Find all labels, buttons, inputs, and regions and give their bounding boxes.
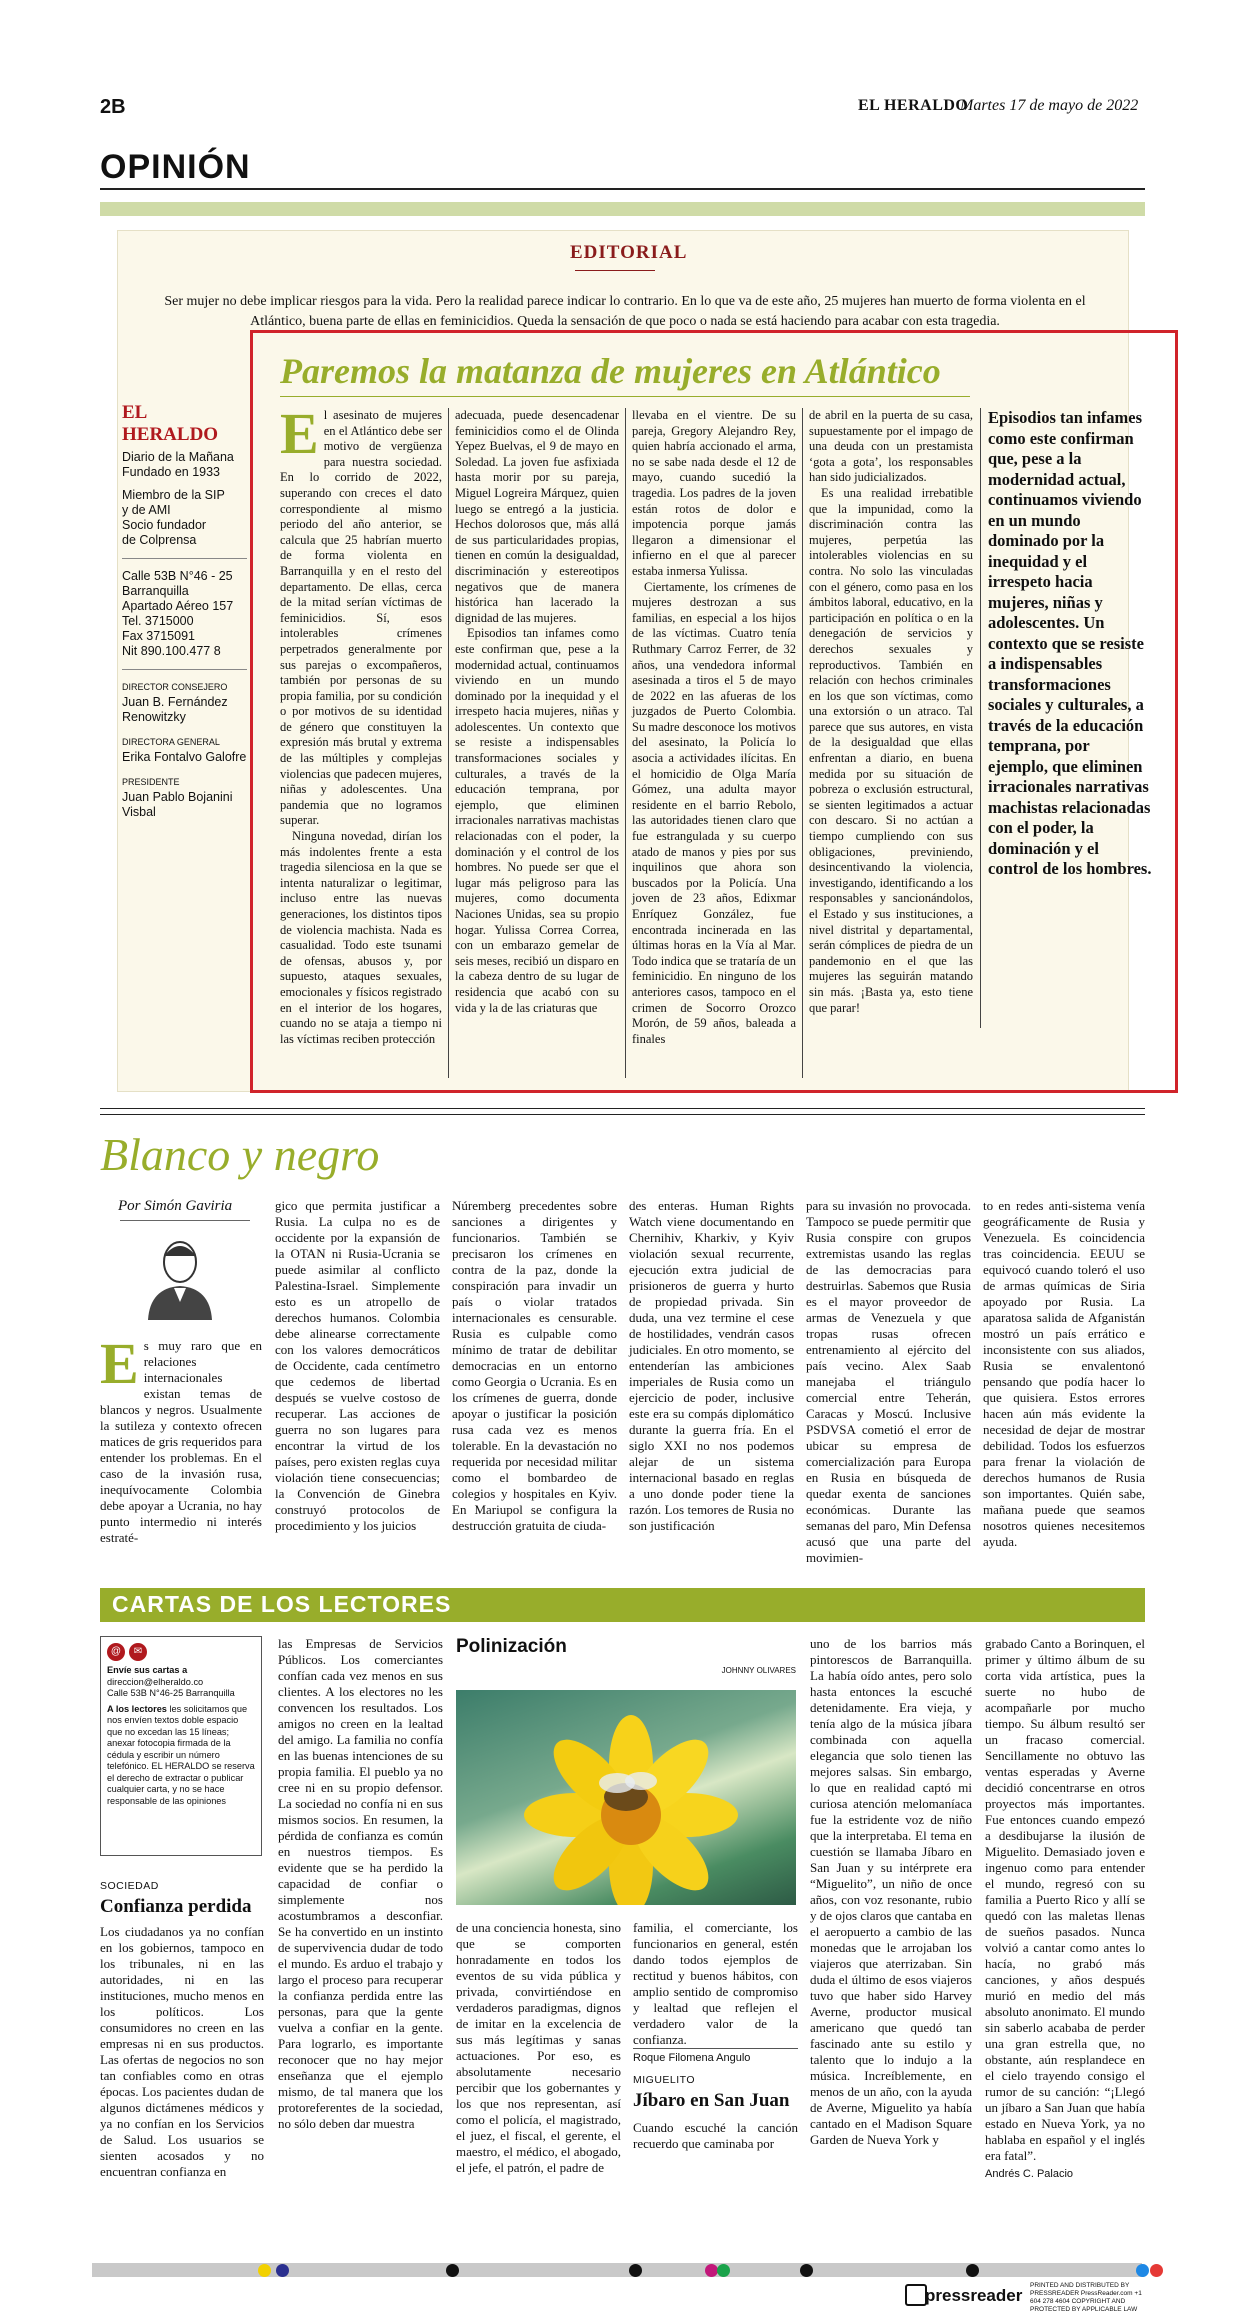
paragraph: adecuada, puede desencadenar feminicidios como el de Olinda Yepez Buelvas, el 9 de mayo en Soledad. La joven fue asfixiada hasta morir por su pareja, Miguel Logreira Márquez, quien luego se entregó a la justicia. Hechos dolorosos que, más allá de sus particularidades propias, tienen en común la desigualdad, discriminación y estereotipos negativos que de manera histórica han lacerado la dignidad de las mujeres. (455, 408, 619, 625)
letter-kicker: MIGUELITO (633, 2074, 696, 2086)
masthead (122, 402, 247, 820)
paragraph: familia, el comerciante, los funcionarios en general, estén dando todos ejemplos de rectitud y buenos hábitos, con amplio sentido de compromiso y lealtad que reflejen el verdadero valor de la confianza. (633, 1920, 798, 2047)
column-text-3: Núremberg precedentes sobre sanciones a dirigentes y funcionarios. También se precisaron los crímenes en contra de la paz, donde la conspiración para invadir un país o violar tratados internacionales es censurable. Rusia es culpable como mínimo de tratar de debilitar democracias en un entorno como Georgia o Ucrania. Es en los crímenes de guerra, donde apoyar o justificar la posición rusa cada vez es menos tolerable. En la devastación no requerida por necesidad militar como el bombardeo de colegios y hospitales en Kyiv. En Mariupol se configura la destrucción gratuita de ciuda- (452, 1198, 617, 1533)
column-text-6: to en redes anti-sistema venía geográficamente de Rusia y Venezuela. Es coincidencia tras coincidencia. EEUU se equivocó cuando toleró el uso de armas químicas de Siria apoyado por Rusia. La aparatosa salida de Afganistán mostró un país errático e inconsistente con sus aliados, Rusia se envalentonó pensando que podía hacer lo que quisiera. Estos errores hacen aún más evidente la necesidad de dejar de mostrar debilidad. Todos los esfuerzos para frenar la violación de derechos humanos de Rusia son importantes. Quién sabe, mañana puede que seamos nosotros quienes necesitemos ayuda. (983, 1198, 1145, 1549)
letter1-column-2: las Empresas de Servicios Públicos. Los comerciantes confían cada vez menos en sus clientes. A los electores no les convencen los resultados. Los amigos no creen en la lealtad del amigo. La familia no confía en las buenas intenciones de su propia familia. El pueblo ya no cree ni en su propio defensor. La sociedad no confía ni en sus mismos socios. En resumen, la pérdida de confianza es común en nuestros tiempos. Es evidente que se ha perdido la capacidad de confiar o simplemente nos acostumbramos a desconfiar. Se ha convertido en un instinto de supervivencia dudar de todo el mundo. Es arduo el trabajo y largo el proceso para recuperar la confianza perdida entre las personas, para que la gente vuelva a confiar en la gente. Para lograrlo, es importante reconocer que no hay mejor enseñanza que el ejemplo mismo, de tal manera que los protoreferentes de la sociedad, no sólo deben dar muestra (278, 1636, 443, 2131)
photo-title: Polinización (456, 1636, 567, 1657)
masthead-separator (122, 669, 247, 670)
letter1-signature: Roque Filomena Angulo (633, 2052, 751, 2064)
registration-dot (1150, 2264, 1163, 2277)
registration-dot (966, 2264, 979, 2277)
paragraph: Ninguna novedad, dirían los más indolentes frente a esta tragedia silenciosa en la que se intenta naturalizar o legitimar, incluso entre las nuevas generaciones, los distintos tipos de violencia machista. Nada es casualidad. Todo este tsunami de ofensas, abusos y, por supuesto, ataques sexuales, emocionales y físicos registrado en el interior de los hogares, cuando no se ataja a tiempo ni las víctimas reciben protección (280, 829, 442, 1046)
paragraph: de abril en la puerta de su casa, supuestamente por el impago de una deuda con un prestamista ‘gota a gota’, los responsables han sido judicializados. (809, 408, 973, 485)
masthead-line: Diario de la Mañana (122, 450, 234, 464)
address-line: Tel. 3715000 (122, 614, 194, 628)
highlight-frame (250, 330, 1178, 1093)
masthead-line: Miembro de la SIP (122, 488, 225, 502)
masthead-brand: EL HERALDO (122, 402, 219, 445)
masthead-separator (122, 558, 247, 559)
header-rule (100, 188, 1145, 190)
registration-dot (1136, 2264, 1149, 2277)
registration-dot (446, 2264, 459, 2277)
address-line: Barranquilla (122, 584, 189, 598)
address-line: Calle 53B N°46 - 25 (122, 569, 233, 583)
section-title: OPINIÓN (100, 148, 251, 186)
registration-bar (92, 2263, 1142, 2277)
column-text-1 (100, 1331, 262, 1546)
editorial-pullquote: Episodios tan infames como este confirman que, pese a la modernidad actual, continuamos viviendo en un mundo dominado por la inequidad y el irrespeto hacia mujeres, niñas y adolescentes. Un contexto que se resiste a indispensables transformaciones sociales y culturales, a través de la educación temprana, por ejemplo, que eliminen irracionales narrativas machistas relacionadas con el poder, la dominación y el control de los hombres. (988, 408, 1152, 878)
registration-dot (800, 2264, 813, 2277)
letters-section-title: CARTAS DE LOS LECTORES (112, 1591, 452, 1617)
photo-credit: JOHNNY OLIVARES (721, 1666, 796, 1675)
letter1-column-4 (633, 1920, 798, 2064)
bee-flower-icon (456, 1690, 796, 1905)
at-icon: @ (107, 1643, 125, 1661)
letter1-column-3: de una conciencia honesta, sino que se comporten honradamente en todos los eventos de su vida pública y privada, convirtiéndose en verdaderos paradigmas, dignos de imitar en la excelencia de sus más legítimas y sanas actuaciones. Por eso, es absolutamente necesario percibir que los gobernantes y los que nos representan, así como el policía, el magistrado, el juez, el fiscal, el gerente, el maestro, el médico, el abogado, el jefe, el patrón, el padre de (456, 1920, 621, 2175)
paragraph: grabado Canto a Borinquen, el primer y último álbum de su corta vida artística, pues la suerte no hubo de acompañarle por mucho tiempo. Su álbum resultó ser un fracaso comercial. Sencillamente no obtuvo las ventas esperadas y Averne decidió concentrarse en otros proyectos más importantes. Fue entonces cuando empezó a desdibujarse la ilusión de Miguelito. Demasiado joven e ingenuo como para entender el mundo, regresó con su familia a Puerto Rico y allí se quedó con las maletas llenas de sueños pasados. Nunca volvió a cantar como antes lo hacía, no grabó más canciones, y años después murió en medio del más absoluto anonimato. El mundo sin saberlo acababa de perder una gran estrella que, no obstante, aún resplandece en el cielo trayendo consigo el rumor de su canción: “¡Llegó un jíbaro a San Juan que había estado en Nueva York, ya no hablaba en español y el inglés era fatal”. (985, 1636, 1145, 2163)
letters-box-title: Envíe sus cartas a (107, 1665, 188, 1675)
editorial-subtitle: Ser mujer no debe implicar riesgos para la vida. Pero la realidad parece indicar lo contrario. En lo que va de este año, 25 mujeres han muerto de forma violenta en el Atlántico, buena parte de ellas en feminicidios. Queda la sensación de que poco o nada se está haciendo para acabar con esta tragedia. (164, 294, 1086, 329)
letter2-signature: Andrés C. Palacio (985, 2168, 1074, 2180)
paragraph: llevaba en el vientre. De su pareja, Gregory Alejandro Rey, quien habría accionado el arma, no se sabe nada desde el 12 de mayo, cuando sucedió la tragedia. Los padres de la joven están rotos de dolor e impotencia porque jamás llegaron a dimensionar el infierno en el que al parecer estaba inmersa Yulissa. (632, 408, 796, 578)
masthead-line: Fundado en 1933 (122, 465, 221, 479)
letters-note-lead: A los lectores (107, 1703, 167, 1714)
address-line: Nit 890.100.477 8 (122, 644, 221, 658)
letter-divider (633, 2048, 798, 2049)
byline-rule (120, 1220, 250, 1221)
registration-dot (276, 2264, 289, 2277)
presidente-label: PRESIDENTE (122, 777, 180, 787)
column-text-4: des enteras. Human Rights Watch viene documentando en Chernihiv, Kharkiv, y Kyiv violación sexual recurrente, ejecución extra judicial de prisioneros de guerra y hurto de propiedad privada. Sin duda, una vez termine el cese de hostilidades, vendrán casos judiciales. En otro momento, se entenderían las ambiciones imperiales de Rusia como un ejercicio de poder, inclusive este era su compás diplomático durante la guerra fría. En el siglo XXI no nos podemos alejar de un sistema internacional basado en reglas a uno donde poder tiene la razón. Los temores de Rusia no son justificación (629, 1198, 794, 1533)
letter2-column-3 (985, 1636, 1145, 2180)
letter-title: Confianza perdida (100, 1896, 252, 1917)
paragraph: Episodios tan infames como este confirman que, pese a la modernidad actual, continuamos viviendo en un mundo dominado por la inequidad y el irrespeto hacia mujeres, niñas y adolescentes. Un contexto que se resiste a indispensables transformaciones sociales y culturales, a través de la educación temprana, por ejemplo, que eliminen irracionales narrativas machistas relacionadas con el poder, la dominación y el control de los hombres. No puede ser que el lugar más peligroso para las mujeres, como documenta Naciones Unidas, sea su propio hogar. Yulissa Correa Correa, con un embarazo gemelar de seis meses, recibió un disparo en la cabeza dentro de su lugar de residencia que acabó con su vida y la de las criaturas que (455, 626, 619, 1015)
paragraph: Es una realidad irrebatible que la impunidad, como la discriminación contra las mujeres, perpetúa las intolerables violencias en su contra. No solo las vinculadas con el género, como pasa en los ámbitos laboral, educativo, en la participación en política o en la denegación de servicios y derechos sexuales y reproductivos. También en relación con hechos criminales en los que son víctimas, como una extorsión o un atraco. Tal parece que sus autores, en vista de la desigualdad que ellas enfrentan a diario, en buena medida por su situación de pobreza o exclusión estructural, se sienten legitimados a actuar con descaro. Si no actúan a tiempo cumpliendo con sus obligaciones, previniendo, desincentivando la violencia, investigando, identificando a los responsables y sancionándolos, el Estado y sus instituciones, a nivel distrital y departamental, serán cómplices de piedra de un pandemonio en el que las mujeres las seguirán matando sin más. ¡Basta ya, esto tiene que parar! (809, 485, 973, 1015)
pressreader-logo: pressreader (925, 2286, 1023, 2305)
column-byline: Por Simón Gaviria (118, 1198, 233, 1214)
mail-icon: ✉ (129, 1643, 147, 1661)
letters-note: les solicitamos que nos envíen textos doble espacio que no excedan las 15 líneas; anexar fotocopia firmada de la cédula y escribir un número telefónico. EL HERALDO se reserva el derecho de extractar o publicar cualquier carta, y no se hace responsable de las opiniones (107, 1703, 255, 1806)
letters-email: direccion@elheraldo.co (107, 1676, 204, 1687)
bee-flower-photo (456, 1690, 796, 1905)
column-text-2: gico que permita justificar a Rusia. La culpa no es de occidente por la expansión de la OTAN ni Rusia-Ucrania se puede asimilar al conflicto Palestina-Israel. Simplemente esto es un atropello de derechos humanos. Colombia debe alinearse correctamente con los valores democráticos de Occidente, cada centímetro que cedemos de libertad después se vuelve costoso de recuperar. Las acciones de guerra no son lugares para encontrar la virtud de los países, pero existen reglas cuya violación tiene consecuencias; la Convención de Ginebra construyó protocolos de procedimiento y los juicios (275, 1198, 440, 1533)
editorial-label-rule (575, 270, 655, 271)
address-line: Apartado Aéreo 157 (122, 599, 234, 613)
paragraph: s muy raro que en relaciones internacionales existan temas de blancos y negros. Usualmente la sutileza y contexto ofrecen matices de gris requeridos para entender los problemas. En el caso de la invasión rusa, inequívocamente Colombia debe apoyar a Ucrania, no hay punto intermedio ni interés estraté- (100, 1338, 262, 1545)
registration-dot (717, 2264, 730, 2277)
directora-name: Erika Fontalvo Galofre (122, 750, 247, 764)
paper-name: EL HERALDO (858, 97, 969, 114)
issue-date: Martes 17 de mayo de 2022 (960, 97, 1139, 114)
letter2-column-1: Cuando escuché la canción recuerdo que caminaba por (633, 2120, 798, 2151)
editorial-headline: Paremos la matanza de mujeres en Atlántico (280, 351, 941, 391)
letters-address: Calle 53B N°46-25 Barranquilla (107, 1688, 235, 1698)
director-label: DIRECTOR CONSEJERO (122, 682, 228, 692)
paragraph: l asesinato de mujeres en el Atlántico debe ser motivo de vergüenza para nuestra sociedad. En lo corrido de 2022, superando con creces el dato correspondiente al mismo periodo del año anterior, se calcula que 25 habrían muerto de forma violenta en Barranquilla y en el resto del departamento. De ellas, cerca de la mitad serían víctimas de feminicidios. Sí, esos intolerables crímenes perpetrados generalmente por sus parejas o excompañeros, también por personas de su propia familia, por su condición o por motivos de su identidad de género que constituyen la expresión más brutal y extrema de las múltiples y complejas violencias que padecen mujeres, niñas y adolescentes. Una pandemia que no logramos superar. (280, 408, 442, 828)
letter1-column-1: Los ciudadanos ya no confían en los gobiernos, tampoco en los tribunales, ni en las autoridades, ni en las instituciones, mucho menos en los políticos. Los consumidores no creen en las empresas ni en sus productos. Las ofertas de negocios no son tan confiables como en otras épocas. Los pacientes dudan de algunos dictámenes médicos y ya no confían en los Servicios de Salud. Los usuarios se sienten acosados y no encuentran confianza en (100, 1924, 264, 2179)
section-rule (100, 1108, 1145, 1109)
letter-title: Jíbaro en San Juan (633, 2090, 790, 2111)
page-number: 2B (100, 96, 126, 118)
paragraph: Ciertamente, los crímenes de mujeres destrozan a sus familias, en especial a los hijos de las víctimas. Cuatro tenía Ruthmary Carroz Ferrer, de 32 años, una vendedora informal asesinada a tiros el 5 de mayo de 2022 en las afueras de los juzgados de Puerto Colombia. Su madre desconoce los motivos del asesinato, la Policía lo asocia a actividades ilícitas. En el homicidio de Olga María Gómez, una adulta mayor residente en el barrio Rebolo, las autoridades tienen claro que fue estrangulada y su cuerpo atado de manos y pies por sus inquilinos que ahora son buscados por la Policía. Una joven de 23 años, Edixmar Enríquez González, fue encontrada incinerada en las últimas horas en la Vía al Mar. Todo indica que se trataría de un feminicidio. En ninguno de los anteriores casos, tampoco en el crimen de Socorro Orozco Morón, de 59 años, baleada a finales (632, 579, 796, 1046)
address-line: Fax 3715091 (122, 629, 195, 643)
pressreader-notice: PRINTED AND DISTRIBUTED BY PRESSREADER PressReader.com +1 604 278 4604 COPYRIGHT AND PROTECTED BY APPLICABLE LAW (1030, 2282, 1142, 2313)
masthead-line: Socio fundador (122, 518, 207, 532)
header-green-bar (100, 202, 1145, 216)
editorial-dropcap: E (280, 401, 319, 466)
author-portrait-icon (140, 1230, 220, 1320)
column-text-5: para su invasión no provocada. Tampoco se puede permitir que Rusia conspire con grupos extremistas usando las reglas de las democracias para destruirlas. Sabemos que Rusia es el mayor proveedor de armas de Venezuela y que tropas rusas ofrecen entrenamiento al ejército del país vecino. Alex Saab manejaba el triángulo comercial entre Teherán, Caracas y Moscú. Inclusive PSDVSA cometió el error de ubicar su empresa de comercialización para Europa en Rusia en búsqueda de quedar exenta de sanciones económicas. Durante las semanas del paro, Min Defensa acusó que una parte del movimien- (806, 1198, 971, 1565)
letter2-column-2: uno de los barrios más pintorescos de Barranquilla. La había oído antes, pero solo hasta entonces la escuché detenidamente. Era vieja, y tenía algo de la música jíbara combinada con aquella elegancia que solo tienen las mejores salsas. Sin embargo, lo que en realidad captó mi curiosa atención melomaníaca fue la estridente voz de niño que la interpretaba. El tema en cuestión se llamaba Jíbaro en San Juan y su intérprete era “Miguelito”, un niño de once años, con voz resonante, rubio y de ojos claros que cantaba en el aeropuerto a cambio de las monedas que le arrojaban los viajeros que aterrizaban. Sin duda el último de esos viajeros tuvo que haber sido Harvey Averne, productor musical americano que quedó tan fascinado ante su estilo y talento que lo indujo a la música. Increíblemente, en menos de un año, con la ayuda de Averne, Miguelito ya había cantado en el Madison Square Garden de Nueva York y (810, 1636, 972, 2147)
masthead-line: de Colprensa (122, 533, 197, 547)
section-rule (100, 1114, 1145, 1115)
pressreader-logo-icon (905, 2284, 927, 2306)
letters-info-box (100, 1636, 262, 1856)
letter-kicker: SOCIEDAD (100, 1880, 159, 1892)
registration-dot (629, 2264, 642, 2277)
column-dropcap: E (100, 1331, 139, 1396)
director-name: Juan B. Fernández Renowitzky (122, 695, 228, 724)
presidente-name: Juan Pablo Bojanini Visbal (122, 790, 233, 819)
column-title: Blanco y negro (100, 1129, 380, 1180)
editorial-label: EDITORIAL (570, 242, 688, 263)
masthead-line: y de AMI (122, 503, 171, 517)
directora-label: DIRECTORA GENERAL (122, 737, 220, 747)
registration-dot (258, 2264, 271, 2277)
